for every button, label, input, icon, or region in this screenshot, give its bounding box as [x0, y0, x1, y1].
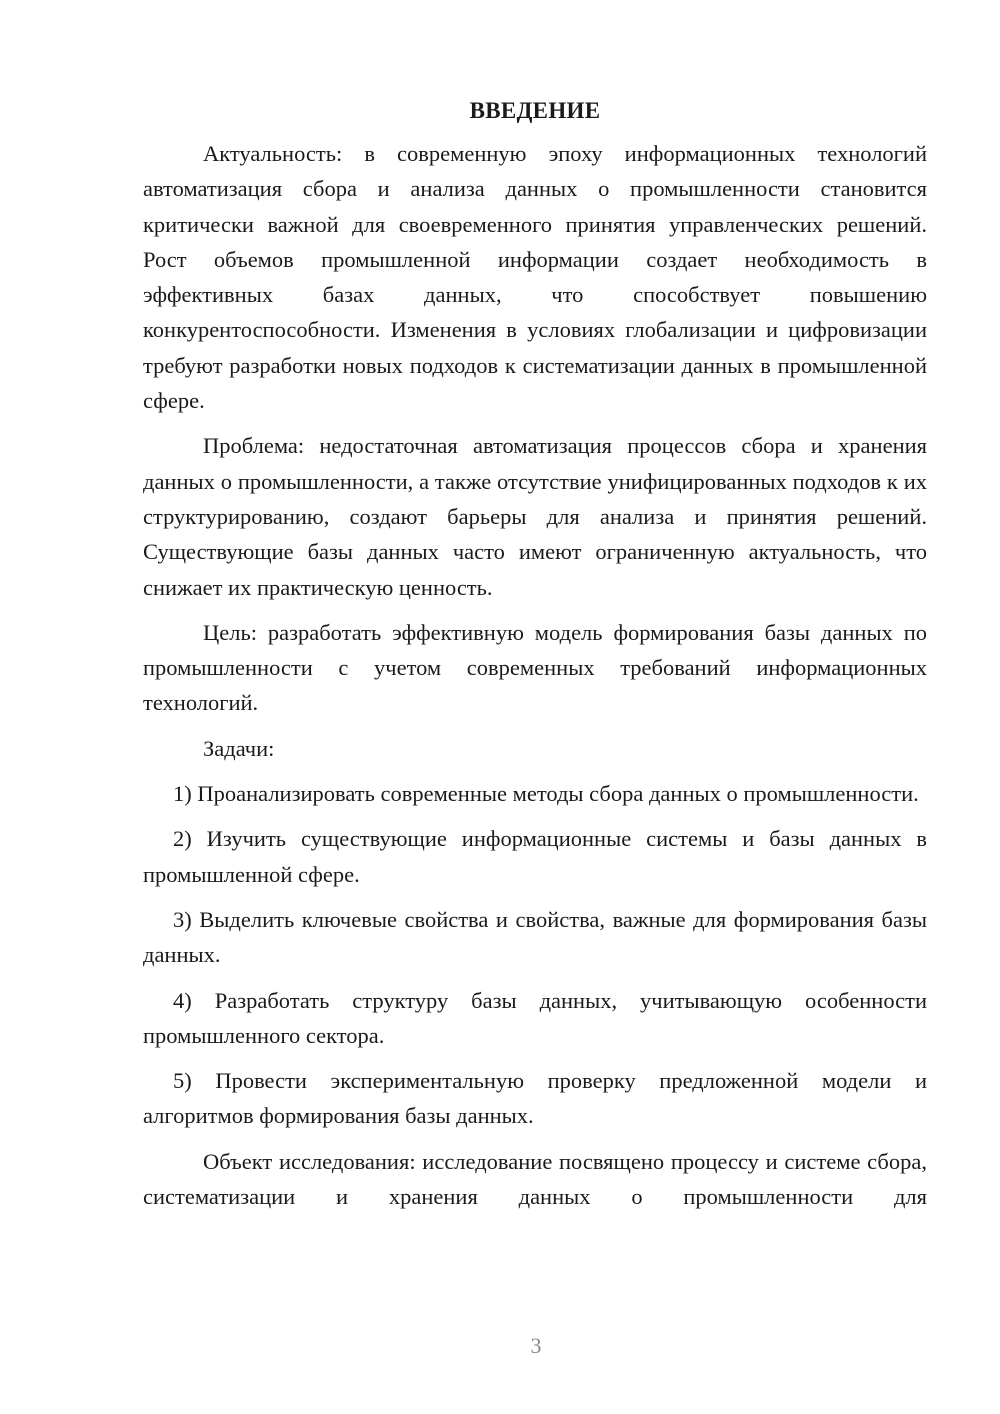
paragraph-problem: Проблема: недостаточная автоматизация процессов сбора и хранения данных о промышленности, а также отсутствие унифицированных подходов к их структурированию, создают барьеры для анализа и принятия решений. Существующие базы данных часто имеют ограниченную актуальность, что снижает их практическую ценность.: [143, 433, 927, 600]
page-title: ВВЕДЕНИЕ: [469, 98, 601, 123]
paragraph-relevance: Актуальность: в современную эпоху информационных технологий автоматизация сбора и анализа данных о промышленности становится критически важной для своевременного принятия управленческих решений. Рост объемов промышленной информации создает необходимость в эффективных базах данных, что способствует повышению конкурентоспособности. Изменения в условиях глобализации и цифровизации требуют разработки новых подходов к систематизации данных в промышленной сфере.: [143, 141, 927, 414]
page-number: 3: [530, 1333, 542, 1358]
page-content: [143, 94, 927, 1224]
task-item-1: 1) Проанализировать современные методы сбора данных о промышленности.: [173, 781, 919, 807]
task-item-3: 3) Выделить ключевые свойства и свойства, важные для формирования базы данных.: [143, 906, 927, 968]
paragraph-research-object: Объект исследования: исследование посвящено процессу и системе сбора, систематизации и хранения данных о промышленности для: [143, 1148, 927, 1210]
paragraph-tasks-label: Задачи:: [203, 735, 275, 761]
task-item-2: 2) Изучить существующие информационные системы и базы данных в промышленной сфере.: [143, 826, 927, 887]
task-item-4: 4) Разработать структуру базы данных, учитывающую особенности промышленного сектора.: [143, 987, 927, 1048]
task-item-5: 5) Провести экспериментальную проверку предложенной модели и алгоритмов формирования базы данных.: [143, 1068, 927, 1129]
paragraph-goal: Цель: разработать эффективную модель формирования базы данных по промышленности с учетом современных требований информационных технологий.: [143, 619, 927, 716]
